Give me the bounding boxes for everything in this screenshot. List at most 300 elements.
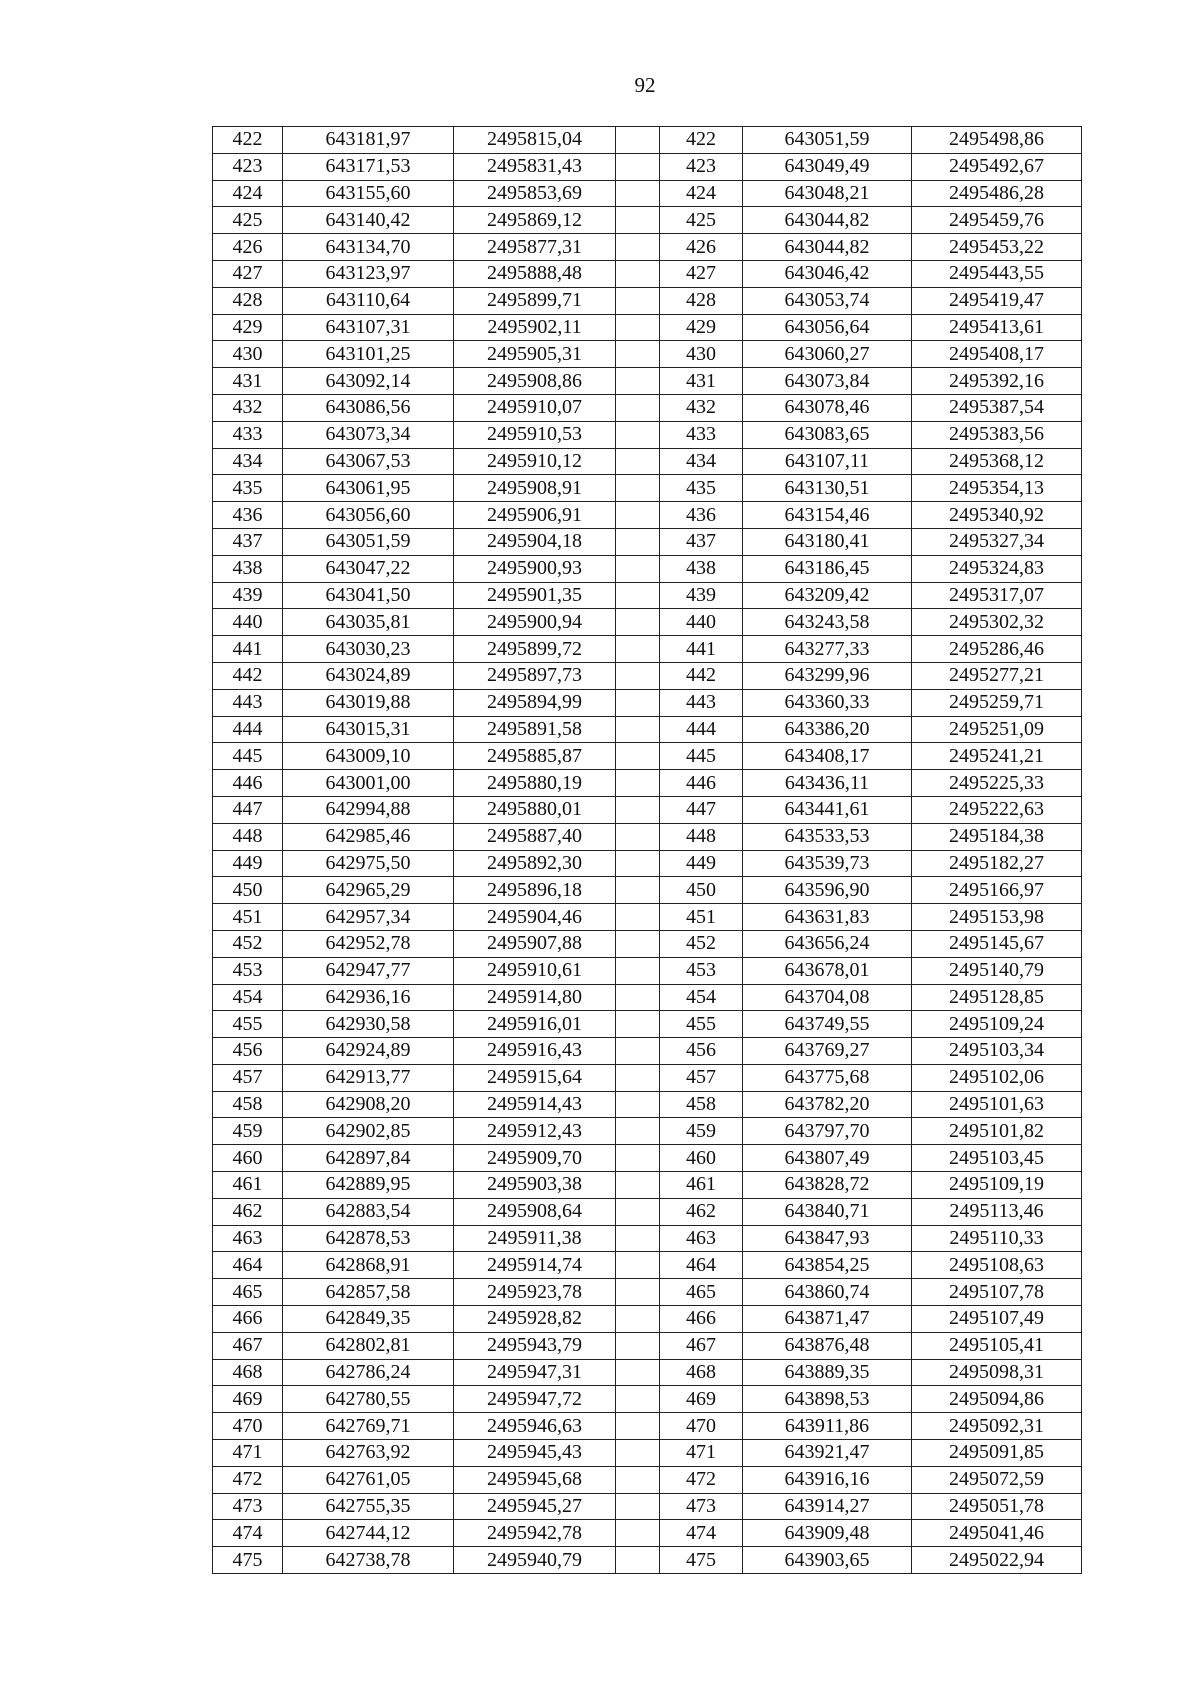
- left-y-coordinate-cell: 2495942,78: [454, 1520, 616, 1547]
- right-point-number-cell: 475: [660, 1547, 743, 1574]
- right-y-coordinate-cell: 2495041,46: [912, 1520, 1082, 1547]
- right-point-number-cell: 472: [660, 1466, 743, 1493]
- left-y-coordinate-cell: 2495904,18: [454, 528, 616, 555]
- right-x-coordinate-cell: 643044,82: [743, 207, 912, 234]
- left-x-coordinate-cell: 643024,89: [283, 662, 454, 689]
- empty-cell: [616, 984, 660, 1011]
- empty-cell: [616, 877, 660, 904]
- left-y-coordinate-cell: 2495910,07: [454, 394, 616, 421]
- empty-cell: [616, 528, 660, 555]
- left-point-number-cell: 461: [213, 1172, 283, 1199]
- empty-cell: [616, 180, 660, 207]
- right-x-coordinate-cell: 643847,93: [743, 1225, 912, 1252]
- table-row: [213, 1413, 1082, 1440]
- left-x-coordinate-cell: 643134,70: [283, 234, 454, 261]
- left-x-coordinate-cell: 642952,78: [283, 930, 454, 957]
- left-x-coordinate-cell: 643171,53: [283, 153, 454, 180]
- right-x-coordinate-cell: 643083,65: [743, 421, 912, 448]
- right-y-coordinate-cell: 2495022,94: [912, 1547, 1082, 1574]
- left-point-number-cell: 434: [213, 448, 283, 475]
- right-y-coordinate-cell: 2495140,79: [912, 957, 1082, 984]
- left-point-number-cell: 425: [213, 207, 283, 234]
- right-y-coordinate-cell: 2495051,78: [912, 1493, 1082, 1520]
- table-row: [213, 207, 1082, 234]
- left-point-number-cell: 460: [213, 1145, 283, 1172]
- right-x-coordinate-cell: 643060,27: [743, 341, 912, 368]
- table-row: [213, 448, 1082, 475]
- left-y-coordinate-cell: 2495916,01: [454, 1011, 616, 1038]
- right-y-coordinate-cell: 2495110,33: [912, 1225, 1082, 1252]
- right-y-coordinate-cell: 2495368,12: [912, 448, 1082, 475]
- table-row: [213, 1172, 1082, 1199]
- right-y-coordinate-cell: 2495459,76: [912, 207, 1082, 234]
- table-row: [213, 314, 1082, 341]
- table-row: [213, 823, 1082, 850]
- empty-cell: [616, 904, 660, 931]
- right-x-coordinate-cell: 643277,33: [743, 636, 912, 663]
- right-point-number-cell: 457: [660, 1064, 743, 1091]
- table-row: [213, 770, 1082, 797]
- left-y-coordinate-cell: 2495908,86: [454, 368, 616, 395]
- table-row: [213, 743, 1082, 770]
- right-point-number-cell: 465: [660, 1279, 743, 1306]
- empty-cell: [616, 716, 660, 743]
- left-point-number-cell: 437: [213, 528, 283, 555]
- table-row: [213, 1145, 1082, 1172]
- left-y-coordinate-cell: 2495946,63: [454, 1413, 616, 1440]
- left-point-number-cell: 433: [213, 421, 283, 448]
- right-y-coordinate-cell: 2495153,98: [912, 904, 1082, 931]
- right-point-number-cell: 454: [660, 984, 743, 1011]
- empty-cell: [616, 689, 660, 716]
- right-x-coordinate-cell: 643533,53: [743, 823, 912, 850]
- right-x-coordinate-cell: 643408,17: [743, 743, 912, 770]
- left-x-coordinate-cell: 642761,05: [283, 1466, 454, 1493]
- right-x-coordinate-cell: 643860,74: [743, 1279, 912, 1306]
- right-point-number-cell: 452: [660, 930, 743, 957]
- left-point-number-cell: 431: [213, 368, 283, 395]
- empty-cell: [616, 1198, 660, 1225]
- empty-cell: [616, 394, 660, 421]
- left-point-number-cell: 454: [213, 984, 283, 1011]
- empty-cell: [616, 1520, 660, 1547]
- left-x-coordinate-cell: 643051,59: [283, 528, 454, 555]
- left-x-coordinate-cell: 642763,92: [283, 1440, 454, 1467]
- right-x-coordinate-cell: 643299,96: [743, 662, 912, 689]
- left-y-coordinate-cell: 2495907,88: [454, 930, 616, 957]
- table-row: [213, 1386, 1082, 1413]
- right-y-coordinate-cell: 2495101,63: [912, 1091, 1082, 1118]
- left-x-coordinate-cell: 642889,95: [283, 1172, 454, 1199]
- table-row: [213, 716, 1082, 743]
- left-x-coordinate-cell: 642913,77: [283, 1064, 454, 1091]
- left-point-number-cell: 444: [213, 716, 283, 743]
- empty-cell: [616, 1118, 660, 1145]
- right-point-number-cell: 431: [660, 368, 743, 395]
- table-row: [213, 1440, 1082, 1467]
- right-point-number-cell: 433: [660, 421, 743, 448]
- right-x-coordinate-cell: 643386,20: [743, 716, 912, 743]
- empty-cell: [616, 636, 660, 663]
- right-point-number-cell: 460: [660, 1145, 743, 1172]
- right-x-coordinate-cell: 643769,27: [743, 1038, 912, 1065]
- left-x-coordinate-cell: 643047,22: [283, 555, 454, 582]
- right-x-coordinate-cell: 643631,83: [743, 904, 912, 931]
- right-y-coordinate-cell: 2495072,59: [912, 1466, 1082, 1493]
- right-x-coordinate-cell: 643704,08: [743, 984, 912, 1011]
- empty-cell: [616, 314, 660, 341]
- table-row: [213, 1466, 1082, 1493]
- right-point-number-cell: 446: [660, 770, 743, 797]
- right-point-number-cell: 438: [660, 555, 743, 582]
- right-x-coordinate-cell: 643749,55: [743, 1011, 912, 1038]
- table-row: [213, 1091, 1082, 1118]
- right-x-coordinate-cell: 643797,70: [743, 1118, 912, 1145]
- left-y-coordinate-cell: 2495905,31: [454, 341, 616, 368]
- left-x-coordinate-cell: 643155,60: [283, 180, 454, 207]
- left-point-number-cell: 442: [213, 662, 283, 689]
- left-y-coordinate-cell: 2495899,72: [454, 636, 616, 663]
- left-point-number-cell: 467: [213, 1332, 283, 1359]
- right-y-coordinate-cell: 2495092,31: [912, 1413, 1082, 1440]
- right-point-number-cell: 432: [660, 394, 743, 421]
- table-row: [213, 1359, 1082, 1386]
- left-x-coordinate-cell: 642883,54: [283, 1198, 454, 1225]
- right-x-coordinate-cell: 643441,61: [743, 796, 912, 823]
- page-number: 92: [634, 73, 656, 97]
- left-y-coordinate-cell: 2495943,79: [454, 1332, 616, 1359]
- right-point-number-cell: 425: [660, 207, 743, 234]
- right-point-number-cell: 467: [660, 1332, 743, 1359]
- right-point-number-cell: 445: [660, 743, 743, 770]
- left-y-coordinate-cell: 2495877,31: [454, 234, 616, 261]
- right-x-coordinate-cell: 643807,49: [743, 1145, 912, 1172]
- empty-cell: [616, 1466, 660, 1493]
- left-x-coordinate-cell: 643061,95: [283, 475, 454, 502]
- left-x-coordinate-cell: 642878,53: [283, 1225, 454, 1252]
- right-y-coordinate-cell: 2495103,34: [912, 1038, 1082, 1065]
- left-point-number-cell: 475: [213, 1547, 283, 1574]
- left-point-number-cell: 424: [213, 180, 283, 207]
- right-point-number-cell: 468: [660, 1359, 743, 1386]
- empty-cell: [616, 475, 660, 502]
- right-y-coordinate-cell: 2495443,55: [912, 260, 1082, 287]
- right-point-number-cell: 440: [660, 609, 743, 636]
- left-x-coordinate-cell: 643073,34: [283, 421, 454, 448]
- left-y-coordinate-cell: 2495903,38: [454, 1172, 616, 1199]
- right-x-coordinate-cell: 643073,84: [743, 368, 912, 395]
- right-point-number-cell: 463: [660, 1225, 743, 1252]
- left-x-coordinate-cell: 642849,35: [283, 1306, 454, 1333]
- right-y-coordinate-cell: 2495317,07: [912, 582, 1082, 609]
- right-x-coordinate-cell: 643056,64: [743, 314, 912, 341]
- right-point-number-cell: 451: [660, 904, 743, 931]
- table-row: [213, 260, 1082, 287]
- right-point-number-cell: 439: [660, 582, 743, 609]
- right-y-coordinate-cell: 2495354,13: [912, 475, 1082, 502]
- left-y-coordinate-cell: 2495947,72: [454, 1386, 616, 1413]
- right-point-number-cell: 436: [660, 502, 743, 529]
- left-y-coordinate-cell: 2495911,38: [454, 1225, 616, 1252]
- table-row: [213, 555, 1082, 582]
- table-row: [213, 1198, 1082, 1225]
- right-y-coordinate-cell: 2495419,47: [912, 287, 1082, 314]
- left-point-number-cell: 440: [213, 609, 283, 636]
- right-point-number-cell: 434: [660, 448, 743, 475]
- left-point-number-cell: 422: [213, 127, 283, 154]
- right-x-coordinate-cell: 643049,49: [743, 153, 912, 180]
- empty-cell: [616, 1172, 660, 1199]
- left-y-coordinate-cell: 2495908,64: [454, 1198, 616, 1225]
- left-point-number-cell: 446: [213, 770, 283, 797]
- right-y-coordinate-cell: 2495184,38: [912, 823, 1082, 850]
- left-point-number-cell: 441: [213, 636, 283, 663]
- left-y-coordinate-cell: 2495914,80: [454, 984, 616, 1011]
- table-row: [213, 1011, 1082, 1038]
- right-point-number-cell: 437: [660, 528, 743, 555]
- right-y-coordinate-cell: 2495413,61: [912, 314, 1082, 341]
- right-point-number-cell: 449: [660, 850, 743, 877]
- right-x-coordinate-cell: 643876,48: [743, 1332, 912, 1359]
- right-y-coordinate-cell: 2495251,09: [912, 716, 1082, 743]
- table-row: [213, 1118, 1082, 1145]
- table-row: [213, 475, 1082, 502]
- table-row: [213, 796, 1082, 823]
- right-point-number-cell: 456: [660, 1038, 743, 1065]
- empty-cell: [616, 1440, 660, 1467]
- right-y-coordinate-cell: 2495408,17: [912, 341, 1082, 368]
- left-point-number-cell: 436: [213, 502, 283, 529]
- left-point-number-cell: 450: [213, 877, 283, 904]
- left-point-number-cell: 443: [213, 689, 283, 716]
- left-x-coordinate-cell: 642965,29: [283, 877, 454, 904]
- right-x-coordinate-cell: 643854,25: [743, 1252, 912, 1279]
- right-y-coordinate-cell: 2495498,86: [912, 127, 1082, 154]
- right-point-number-cell: 462: [660, 1198, 743, 1225]
- right-y-coordinate-cell: 2495222,63: [912, 796, 1082, 823]
- right-y-coordinate-cell: 2495286,46: [912, 636, 1082, 663]
- empty-cell: [616, 743, 660, 770]
- left-y-coordinate-cell: 2495909,70: [454, 1145, 616, 1172]
- right-x-coordinate-cell: 643078,46: [743, 394, 912, 421]
- right-y-coordinate-cell: 2495109,24: [912, 1011, 1082, 1038]
- right-y-coordinate-cell: 2495383,56: [912, 421, 1082, 448]
- left-point-number-cell: 438: [213, 555, 283, 582]
- right-point-number-cell: 423: [660, 153, 743, 180]
- right-point-number-cell: 471: [660, 1440, 743, 1467]
- right-x-coordinate-cell: 643044,82: [743, 234, 912, 261]
- right-y-coordinate-cell: 2495091,85: [912, 1440, 1082, 1467]
- left-point-number-cell: 463: [213, 1225, 283, 1252]
- table-row: [213, 582, 1082, 609]
- left-point-number-cell: 469: [213, 1386, 283, 1413]
- left-x-coordinate-cell: 642908,20: [283, 1091, 454, 1118]
- empty-cell: [616, 823, 660, 850]
- table-row: [213, 662, 1082, 689]
- empty-cell: [616, 1011, 660, 1038]
- table-row: [213, 1252, 1082, 1279]
- left-point-number-cell: 435: [213, 475, 283, 502]
- right-y-coordinate-cell: 2495492,67: [912, 153, 1082, 180]
- table-row: [213, 287, 1082, 314]
- left-y-coordinate-cell: 2495888,48: [454, 260, 616, 287]
- left-x-coordinate-cell: 643101,25: [283, 341, 454, 368]
- empty-cell: [616, 207, 660, 234]
- left-point-number-cell: 447: [213, 796, 283, 823]
- left-y-coordinate-cell: 2495928,82: [454, 1306, 616, 1333]
- empty-cell: [616, 341, 660, 368]
- empty-cell: [616, 1306, 660, 1333]
- left-point-number-cell: 468: [213, 1359, 283, 1386]
- right-y-coordinate-cell: 2495182,27: [912, 850, 1082, 877]
- left-y-coordinate-cell: 2495831,43: [454, 153, 616, 180]
- right-y-coordinate-cell: 2495107,49: [912, 1306, 1082, 1333]
- right-y-coordinate-cell: 2495166,97: [912, 877, 1082, 904]
- empty-cell: [616, 1064, 660, 1091]
- table-row: [213, 1038, 1082, 1065]
- right-x-coordinate-cell: 643911,86: [743, 1413, 912, 1440]
- left-x-coordinate-cell: 642868,91: [283, 1252, 454, 1279]
- left-point-number-cell: 456: [213, 1038, 283, 1065]
- right-point-number-cell: 441: [660, 636, 743, 663]
- right-x-coordinate-cell: 643053,74: [743, 287, 912, 314]
- left-y-coordinate-cell: 2495910,12: [454, 448, 616, 475]
- right-y-coordinate-cell: 2495107,78: [912, 1279, 1082, 1306]
- left-x-coordinate-cell: 643067,53: [283, 448, 454, 475]
- right-point-number-cell: 469: [660, 1386, 743, 1413]
- left-y-coordinate-cell: 2495904,46: [454, 904, 616, 931]
- left-x-coordinate-cell: 642744,12: [283, 1520, 454, 1547]
- left-point-number-cell: 474: [213, 1520, 283, 1547]
- left-point-number-cell: 451: [213, 904, 283, 931]
- empty-cell: [616, 1038, 660, 1065]
- empty-cell: [616, 582, 660, 609]
- table-row: [213, 234, 1082, 261]
- right-point-number-cell: 450: [660, 877, 743, 904]
- right-x-coordinate-cell: 643436,11: [743, 770, 912, 797]
- left-point-number-cell: 458: [213, 1091, 283, 1118]
- left-y-coordinate-cell: 2495885,87: [454, 743, 616, 770]
- left-y-coordinate-cell: 2495887,40: [454, 823, 616, 850]
- left-x-coordinate-cell: 643140,42: [283, 207, 454, 234]
- right-point-number-cell: 429: [660, 314, 743, 341]
- coordinates-table-body: [213, 127, 1082, 1574]
- empty-cell: [616, 796, 660, 823]
- right-y-coordinate-cell: 2495277,21: [912, 662, 1082, 689]
- left-x-coordinate-cell: 643015,31: [283, 716, 454, 743]
- right-point-number-cell: 474: [660, 1520, 743, 1547]
- right-x-coordinate-cell: 643209,42: [743, 582, 912, 609]
- left-y-coordinate-cell: 2495923,78: [454, 1279, 616, 1306]
- left-y-coordinate-cell: 2495912,43: [454, 1118, 616, 1145]
- left-y-coordinate-cell: 2495869,12: [454, 207, 616, 234]
- left-x-coordinate-cell: 642802,81: [283, 1332, 454, 1359]
- left-point-number-cell: 471: [213, 1440, 283, 1467]
- right-x-coordinate-cell: 643048,21: [743, 180, 912, 207]
- right-y-coordinate-cell: 2495340,92: [912, 502, 1082, 529]
- right-x-coordinate-cell: 643130,51: [743, 475, 912, 502]
- right-x-coordinate-cell: 643898,53: [743, 1386, 912, 1413]
- right-point-number-cell: 435: [660, 475, 743, 502]
- right-point-number-cell: 453: [660, 957, 743, 984]
- left-x-coordinate-cell: 642738,78: [283, 1547, 454, 1574]
- left-x-coordinate-cell: 642755,35: [283, 1493, 454, 1520]
- left-point-number-cell: 423: [213, 153, 283, 180]
- right-y-coordinate-cell: 2495302,32: [912, 609, 1082, 636]
- left-point-number-cell: 464: [213, 1252, 283, 1279]
- left-y-coordinate-cell: 2495914,74: [454, 1252, 616, 1279]
- right-x-coordinate-cell: 643180,41: [743, 528, 912, 555]
- left-y-coordinate-cell: 2495853,69: [454, 180, 616, 207]
- left-point-number-cell: 462: [213, 1198, 283, 1225]
- right-y-coordinate-cell: 2495453,22: [912, 234, 1082, 261]
- right-x-coordinate-cell: 643678,01: [743, 957, 912, 984]
- right-y-coordinate-cell: 2495392,16: [912, 368, 1082, 395]
- left-point-number-cell: 428: [213, 287, 283, 314]
- right-x-coordinate-cell: 643656,24: [743, 930, 912, 957]
- right-y-coordinate-cell: 2495103,45: [912, 1145, 1082, 1172]
- table-row: [213, 127, 1082, 154]
- right-x-coordinate-cell: 643782,20: [743, 1091, 912, 1118]
- right-point-number-cell: 442: [660, 662, 743, 689]
- left-x-coordinate-cell: 643092,14: [283, 368, 454, 395]
- left-point-number-cell: 457: [213, 1064, 283, 1091]
- right-y-coordinate-cell: 2495102,06: [912, 1064, 1082, 1091]
- left-y-coordinate-cell: 2495880,19: [454, 770, 616, 797]
- table-row: [213, 609, 1082, 636]
- table-row: [213, 636, 1082, 663]
- right-point-number-cell: 466: [660, 1306, 743, 1333]
- empty-cell: [616, 127, 660, 154]
- left-point-number-cell: 459: [213, 1118, 283, 1145]
- left-x-coordinate-cell: 643001,00: [283, 770, 454, 797]
- right-point-number-cell: 455: [660, 1011, 743, 1038]
- right-x-coordinate-cell: 643916,16: [743, 1466, 912, 1493]
- table-row: [213, 1493, 1082, 1520]
- left-y-coordinate-cell: 2495901,35: [454, 582, 616, 609]
- table-row: [213, 341, 1082, 368]
- right-y-coordinate-cell: 2495387,54: [912, 394, 1082, 421]
- right-x-coordinate-cell: 643871,47: [743, 1306, 912, 1333]
- right-point-number-cell: 473: [660, 1493, 743, 1520]
- left-y-coordinate-cell: 2495916,43: [454, 1038, 616, 1065]
- right-y-coordinate-cell: 2495259,71: [912, 689, 1082, 716]
- right-point-number-cell: 424: [660, 180, 743, 207]
- left-x-coordinate-cell: 643110,64: [283, 287, 454, 314]
- right-x-coordinate-cell: 643903,65: [743, 1547, 912, 1574]
- left-y-coordinate-cell: 2495915,64: [454, 1064, 616, 1091]
- left-y-coordinate-cell: 2495899,71: [454, 287, 616, 314]
- left-point-number-cell: 473: [213, 1493, 283, 1520]
- left-y-coordinate-cell: 2495880,01: [454, 796, 616, 823]
- empty-cell: [616, 662, 660, 689]
- table-row: [213, 528, 1082, 555]
- left-y-coordinate-cell: 2495906,91: [454, 502, 616, 529]
- left-point-number-cell: 445: [213, 743, 283, 770]
- left-point-number-cell: 455: [213, 1011, 283, 1038]
- right-point-number-cell: 461: [660, 1172, 743, 1199]
- right-point-number-cell: 459: [660, 1118, 743, 1145]
- right-y-coordinate-cell: 2495109,19: [912, 1172, 1082, 1199]
- right-x-coordinate-cell: 643889,35: [743, 1359, 912, 1386]
- right-point-number-cell: 448: [660, 823, 743, 850]
- right-point-number-cell: 444: [660, 716, 743, 743]
- right-x-coordinate-cell: 643186,45: [743, 555, 912, 582]
- right-x-coordinate-cell: 643596,90: [743, 877, 912, 904]
- right-x-coordinate-cell: 643046,42: [743, 260, 912, 287]
- empty-cell: [616, 153, 660, 180]
- right-point-number-cell: 447: [660, 796, 743, 823]
